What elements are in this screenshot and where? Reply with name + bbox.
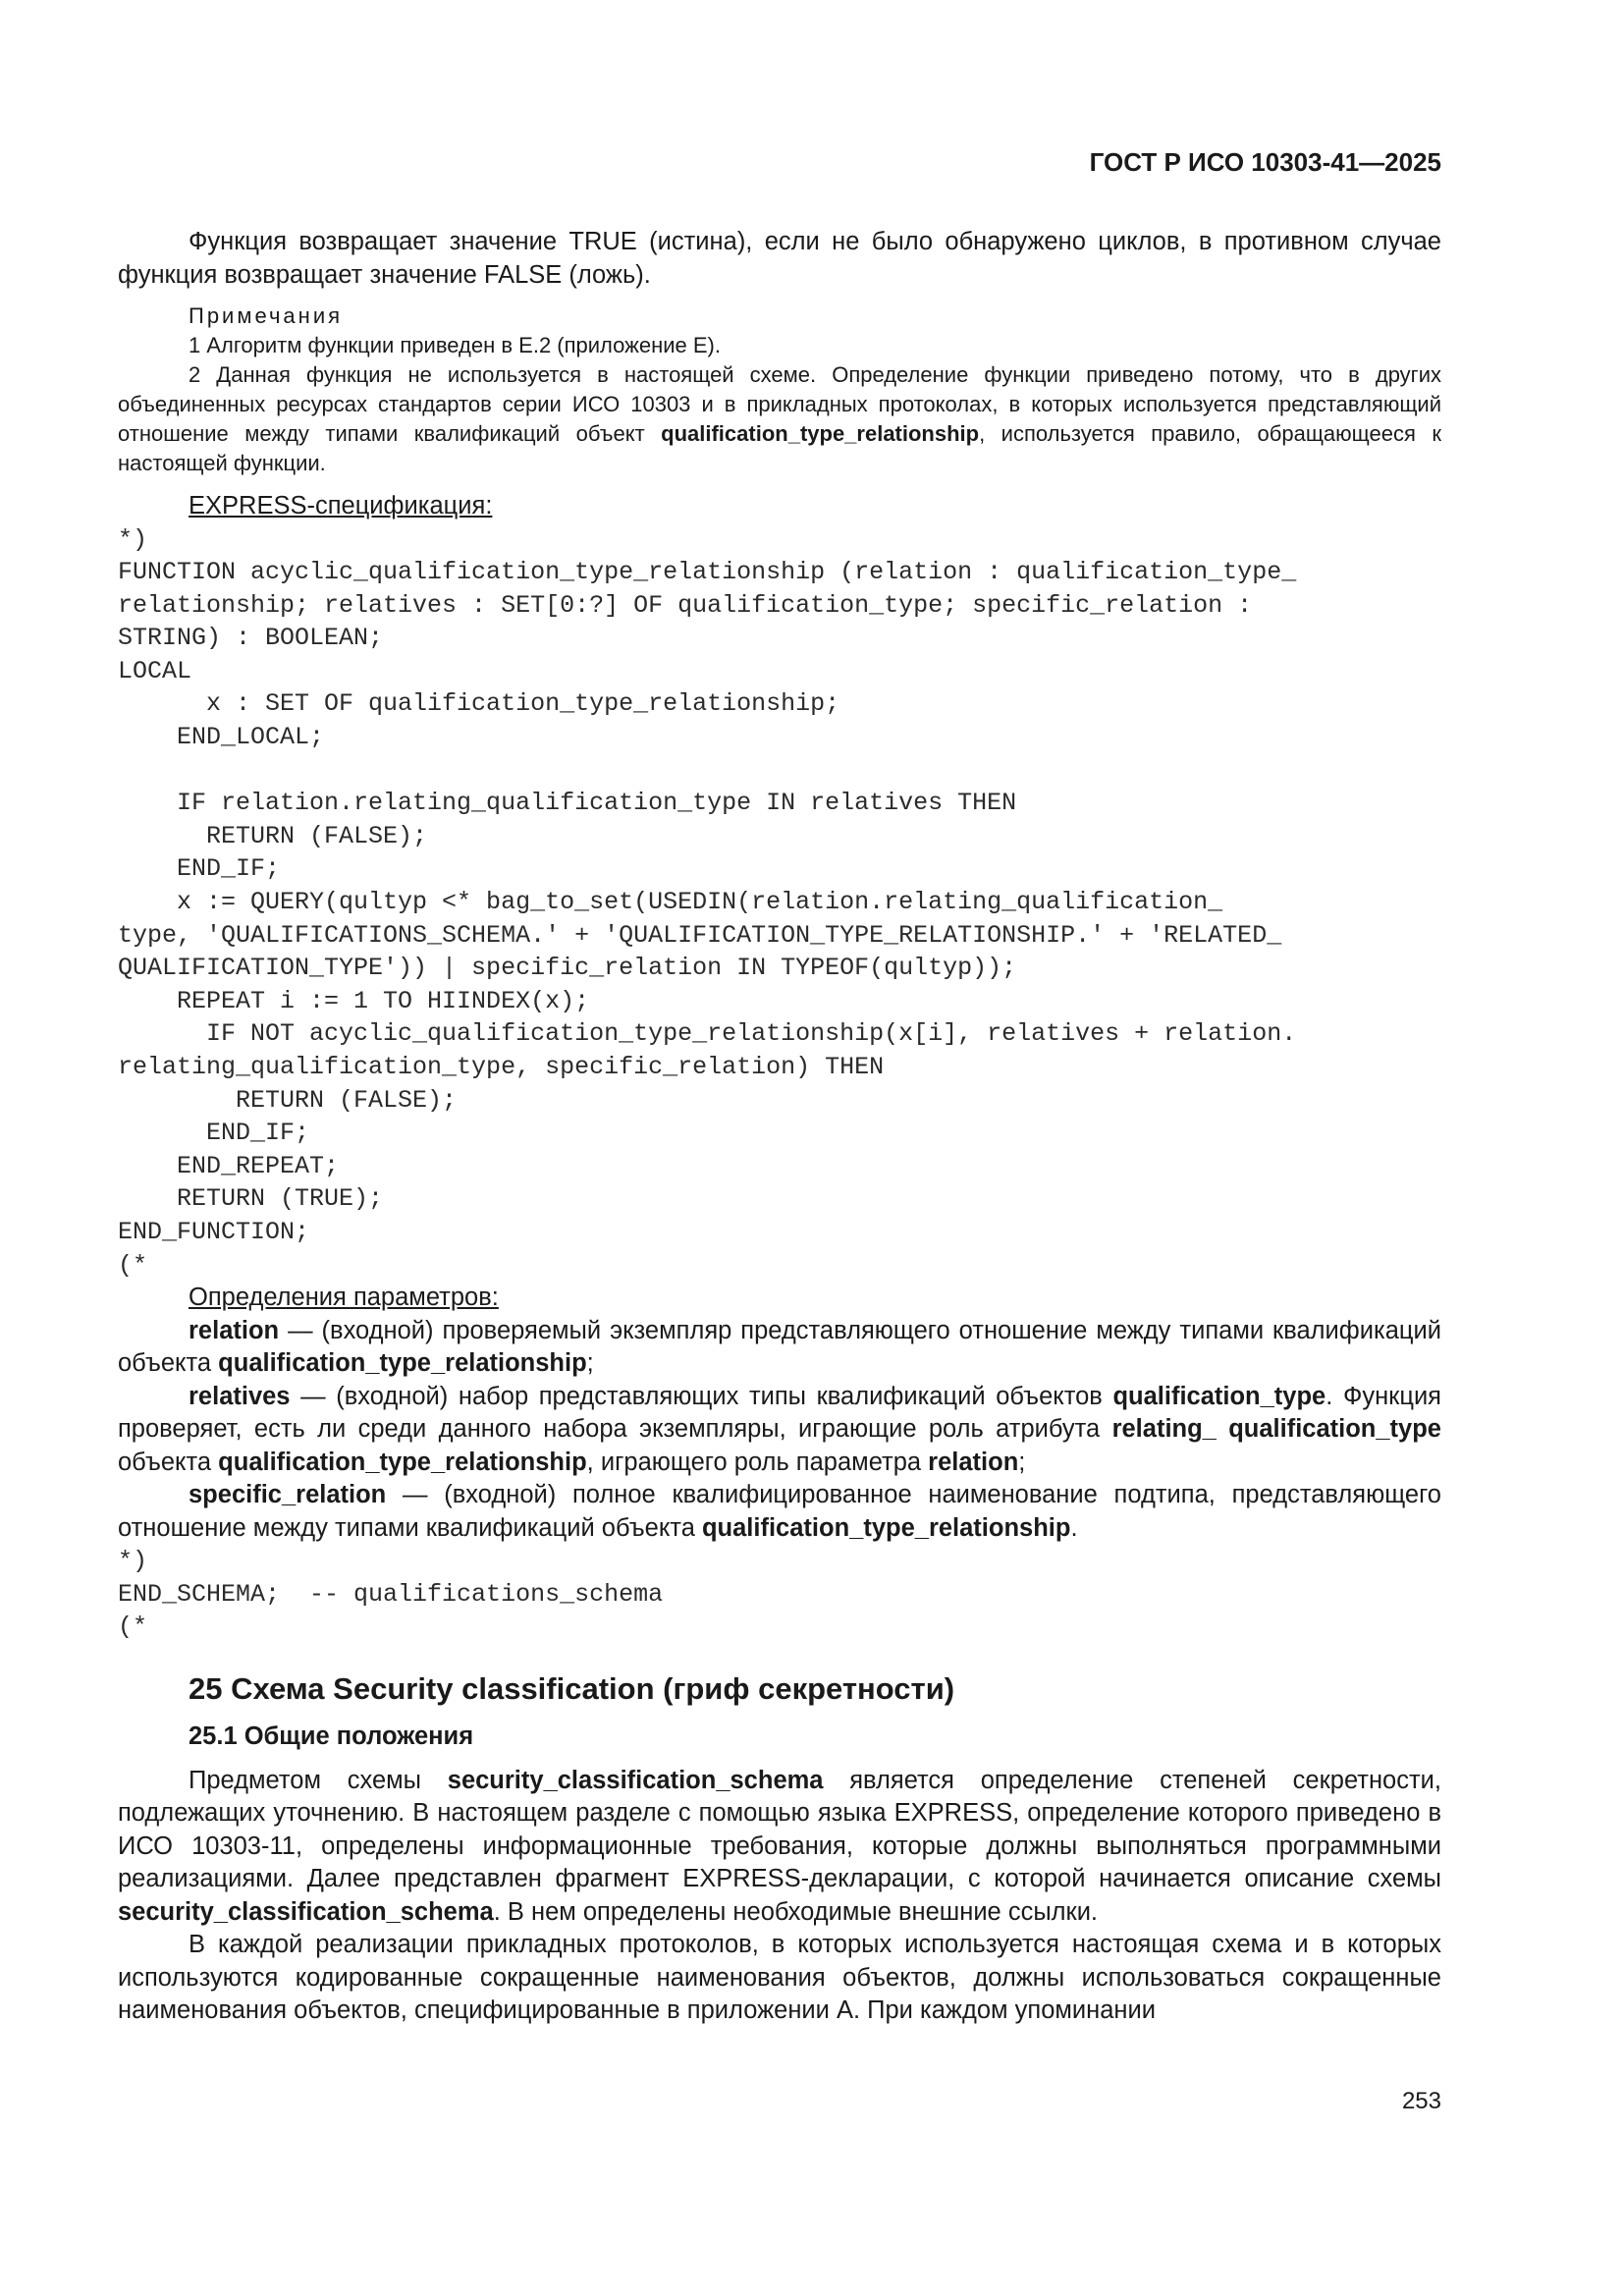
note-1: 1 Алгоритм функции приведен в E.2 (приложение E). xyxy=(189,333,721,357)
content-top xyxy=(118,226,1441,2028)
intro-paragraph: Функция возвращает значение TRUE (истина), если не было обнаружено циклов, в противном случае функция возвращает значение FALSE (ложь). xyxy=(118,228,1441,289)
section-title: 25 Схема Security classification (гриф секретности) xyxy=(189,1670,955,1706)
page-number: 253 xyxy=(1401,2088,1441,2114)
document-header: ГОСТ Р ИСО 10303-41—2025 xyxy=(1089,147,1441,177)
document-page xyxy=(118,0,1441,2296)
express-code: *) FUNCTION acyclic_qualification_type_relationship (relation : qualification_type_ relationship; relatives : SET[0:?] OF qualification_type; specific_relation : STRING) : BOOLEAN; LOCAL x : SET OF qualification_type_relationship; END_LOCAL; IF relation.relating_qualification_type IN relatives THEN RETURN (FALSE); END_IF; x := QUERY(qultyp <* bag_to_set(USEDIN(relation.relating_qualification_ type, 'QUALIFICATIONS_SCHEMA.' + 'QUALIFICATION_TYPE_RELATIONSHIP.' + 'RELATED_ QUALIFICATION_TYPE')) | specific_relation IN TYPEOF(qultyp)); REPEAT i := 1 TO HIINDEX(x); IF NOT acyclic_qualification_type_relationship(x[i], relatives + relation. relating_qualification_type, specific_relation) THEN RETURN (FALSE); END_IF; END_REPEAT; RETURN (TRUE); END_FUNCTION; (* xyxy=(118,524,1297,1280)
section-subtitle: 25.1 Общие положения xyxy=(189,1722,474,1750)
param-relation: relation — (входной) проверяемый экземпляр представляющего отношение между типами квалификаций объекта qualification_type_relationship; xyxy=(118,1316,1441,1378)
section-paragraph-1: Предметом схемы security_classification_schema является определение степеней секретности, подлежащих уточнению. В настоящем разделе с помощью языка EXPRESS, определение которого приведено в ИСО 10303-11, определены информационные требования, которые должны выполняться программными реализациями. Далее представлен фрагмент EXPRESS-декларации, с которой начинается описание схемы security_classification_schema. В нем определены необходимые внешние ссылки. xyxy=(118,1766,1441,1926)
express-label: EXPRESS-спецификация: xyxy=(189,492,493,519)
notes-title: Примечания xyxy=(189,303,344,328)
params-label: Определения параметров: xyxy=(189,1284,499,1312)
param-relatives: relatives — (входной) набор представляющих типы квалификаций объектов qualification_type. Функция проверяет, есть ли среди данного набора экземпляры, играющие роль атрибута relating_ qualification_type объекта qualification_type_relationship, играющего роль параметра relation; xyxy=(118,1382,1441,1476)
section-paragraph-2: В каждой реализации прикладных протоколов, в которых используется настоящая схема и в которых используются кодированные сокращенные наименования объектов, должны использоваться сокращенные наименования объектов, специфицированные в приложении A. При каждом упоминании xyxy=(118,1931,1441,2025)
end-schema-code: *) END_SCHEMA; -- qualifications_schema (* xyxy=(118,1547,664,1642)
notes-block xyxy=(118,301,1441,478)
param-specific-relation: specific_relation — (входной) полное квалифицированное наименование подтипа, представляющего отношение между типами квалификаций объекта qualification_type_relationship. xyxy=(118,1481,1441,1542)
note-2: 2 Данная функция не используется в настоящей схеме. Определение функции приведено потому, что в других объединенных ресурсах стандартов серии ИСО 10303 и в прикладных протоколах, в которых используется представляющий отношение между типами квалификаций объект qualification_type_relationship, используется правило, обращающееся к настоящей функции. xyxy=(118,362,1442,475)
